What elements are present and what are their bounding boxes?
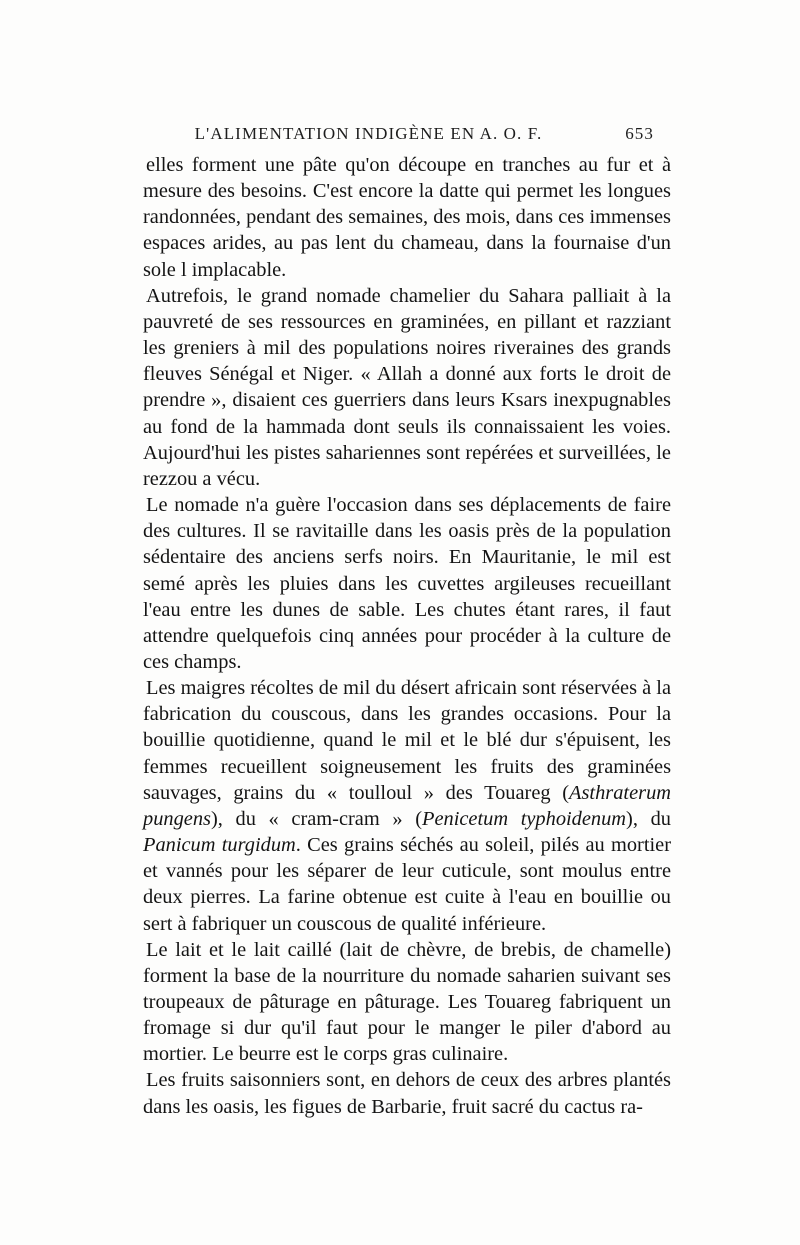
paragraph-4-text-a: Les maigres récoltes de mil du désert africain sont réservées à la fabrication du couscous, dans les grandes occasions. Pour la bouillie quotidienne, quand le mil et le blé dur s'épuisent, les femmes recueillent soigneusement les fruits des graminées sauvages, grains du « toulloul » des Touareg (	[143, 677, 671, 804]
species-name-penicetum: Penicetum typhoidenum	[422, 807, 627, 830]
paragraph-4-text-b: ), du « cram-cram » (	[210, 807, 422, 830]
page-number: 653	[625, 124, 654, 143]
species-name-panicum: Panicum turgidum	[143, 834, 296, 857]
paragraph-6: Les fruits saisonniers sont, en dehors de ceux des arbres plantés dans les oasis, les figues de Barbarie, fruit sacré du cactus ra-	[143, 1069, 671, 1118]
species-name-asthraterum: Asthraterum pungens	[143, 781, 671, 830]
paragraph-4-text-d: . Ces grains séchés au soleil, pilés au mortier et vannés pour les séparer de leur cuticule, sont moulus entre deux pierres. La farine obtenue est cuite à l'eau en bouillie ou sert à fabriquer un couscous de qualité inférieure.	[143, 834, 671, 935]
paragraph-3: Le nomade n'a guère l'occasion dans ses déplacements de faire des cultures. Il se ravitaille dans les oasis près de la population sédentaire des anciens serfs noirs. En Mauritanie, le mil est semé après les pluies dans les cuvettes argileuses recueillant l'eau entre les dunes de sable. Les chutes étant rares, il faut attendre quelquefois cinq années pour procéder à la culture de ces champs.	[143, 494, 671, 673]
running-title: L'ALIMENTATION INDIGÈNE EN A. O. F.	[194, 124, 543, 143]
paragraph-4	[143, 675, 671, 937]
paragraph-2: Autrefois, le grand nomade chamelier du Sahara palliait à la pauvreté de ses ressources en graminées, en pillant et razziant les greniers à mil des populations noires riveraines des grands fleuves Sénégal et Niger. « Allah a donné aux forts le droit de prendre », disaient ces guerriers dans leurs Ksars inexpugnables au fond de la hammada dont seuls ils connaissaient les voies. Aujourd'hui les pistes sahariennes sont repérées et surveillées, le rezzou a vécu.	[143, 284, 671, 490]
paragraph-4-text-c: ), du	[626, 807, 671, 830]
body-text	[143, 152, 671, 1120]
running-head	[143, 124, 654, 148]
paragraph-1: elles forment une pâte qu'on découpe en tranches au fur et à mesure des besoins. C'est encore la datte qui permet les longues randonnées, pendant des semaines, des mois, dans ces immenses espaces arides, au pas lent du chameau, dans la fournaise d'un sole l implacable.	[143, 154, 671, 281]
paragraph-5: Le lait et le lait caillé (lait de chèvre, de brebis, de chamelle) forment la base de la nourriture du nomade saharien suivant ses troupeaux de pâturage en pâturage. Les Touareg fabriquent un fromage si dur qu'il faut pour le manger le piler d'abord au mortier. Le beurre est le corps gras culinaire.	[143, 938, 671, 1066]
